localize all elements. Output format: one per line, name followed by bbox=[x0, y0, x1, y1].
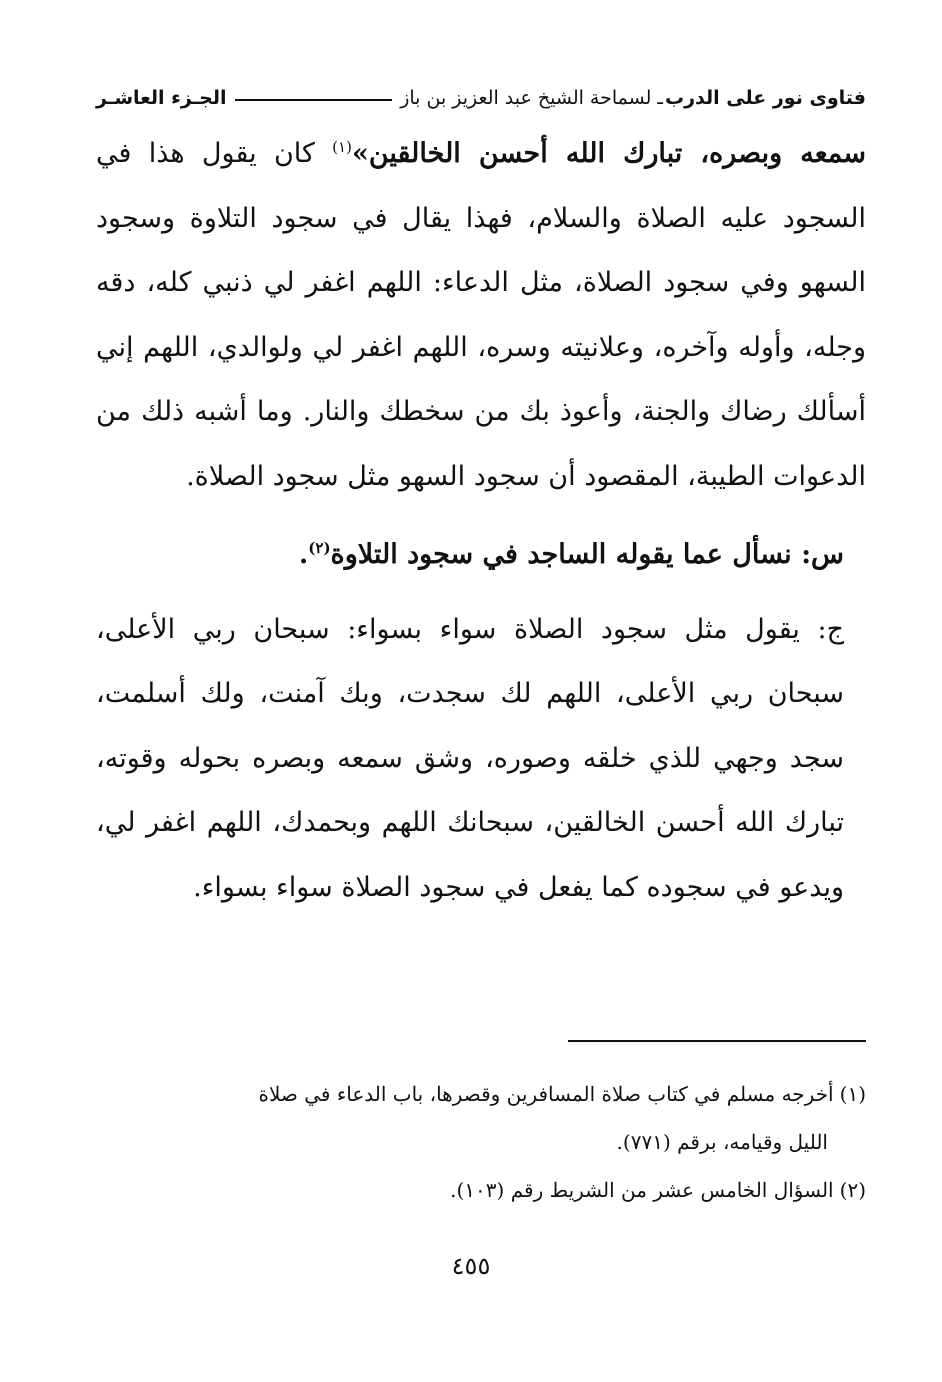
footnote-1-text: أخرجه مسلم في كتاب صلاة المسافرين وقصرها، باب الدعاء في صلاة bbox=[258, 1082, 834, 1106]
quote-end-bold: سمعه وبصره، تبارك الله أحسن الخالقين» bbox=[351, 138, 866, 169]
question-end: . bbox=[298, 539, 309, 570]
paragraph-1-start: كان يقول هذا في السجود bbox=[96, 138, 866, 234]
paragraph-1-rest: عليه الصلاة والسلام، فهذا يقال في سجود التلاوة وسجود السهو وفي سجود الصلاة، مثل الدعاء: اللهم اغفر لي ذنبي كله، دقه وجله، وأوله وآخره، وعلانيته وسره، اللهم اغفر لي ولوالدي، اللهم إني أسألك رضاك والجنة، وأعوذ بك من سخطك والنار. وما أشبه ذلك من الدعوات الطيبة، المقصود أن سجود السهو مثل سجود الصلاة. bbox=[96, 202, 866, 492]
answer-text: ج: يقول مثل سجود الصلاة سواء بسواء: سبحان ربي الأعلى، سبحان ربي الأعلى، اللهم لك سجدت، وبك آمنت، ولك أسلمت، سجد وجهي للذي خلقه وصوره، وشق سمعه وبصره بحوله وقوته، تبارك الله أحسن الخالقين، سبحانك اللهم وبحمدك، اللهم اغفر لي، ويدعو في سجوده كما يفعل في سجود الصلاة سواء بسواء. bbox=[96, 613, 844, 903]
footnote-2 bbox=[96, 1166, 866, 1214]
header-rule bbox=[235, 99, 393, 101]
footnote-1 bbox=[96, 1070, 866, 1166]
footnotes bbox=[96, 1070, 866, 1214]
running-header bbox=[96, 80, 866, 116]
answer bbox=[96, 598, 866, 921]
book-page bbox=[96, 80, 866, 1202]
author-name: ـ لسماحة الشيخ عبد العزيز بن باز bbox=[400, 87, 663, 109]
question bbox=[96, 523, 866, 588]
footnote-1-number: (١) bbox=[839, 1082, 866, 1106]
page-number: ٤٥٥ bbox=[451, 1252, 491, 1280]
footnote-ref-1[interactable]: (١) bbox=[332, 138, 352, 156]
footnote-2-number: (٢) bbox=[839, 1178, 866, 1202]
footnote-1-continuation: الليل وقيامه، برقم (٧٧١). bbox=[616, 1130, 828, 1154]
question-text: س: نسأل عما يقوله الساجد في سجود التلاوة bbox=[330, 539, 844, 570]
main-text bbox=[96, 122, 866, 509]
footnote-separator bbox=[568, 1040, 866, 1042]
paragraph-1 bbox=[96, 122, 866, 509]
footnote-2-text: السؤال الخامس عشر من الشريط رقم (١٠٣). bbox=[450, 1178, 834, 1202]
book-title: فتاوى نور على الدرب bbox=[665, 87, 866, 109]
footnote-ref-2[interactable]: (٢) bbox=[308, 539, 331, 557]
part-label: الجـزء العاشـر bbox=[96, 87, 227, 109]
